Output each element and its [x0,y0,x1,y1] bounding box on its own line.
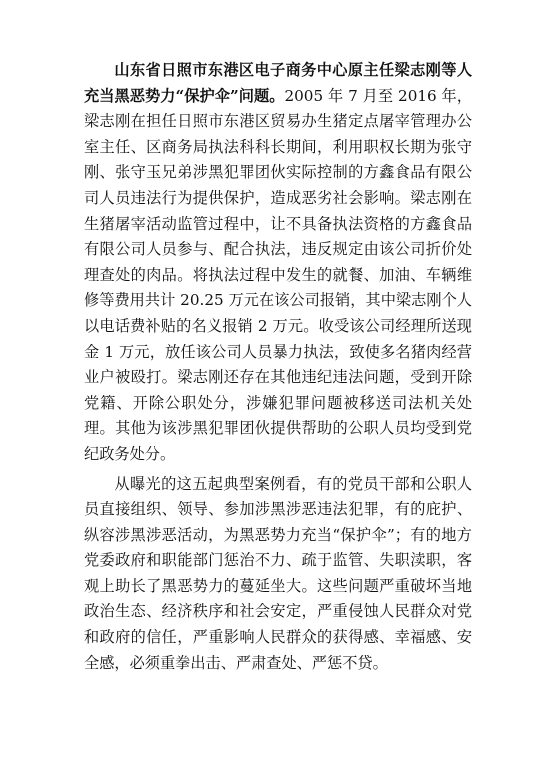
case-heading: 山东省日照市东港区电子商务中心原主任梁志刚等人充当黑恶势力“保护伞”问题。 [84,61,472,105]
summary-body: 从曝光的这五起典型案例看，有的党员干部和公职人员直接组织、领导、参加涉黑涉恶违法犯罪，有的庇护、纵容涉黑涉恶活动，为黑恶势力充当“保护伞”；有的地方党委政府和职能部门惩治不力、疏于监管、失职渎职，客观上助长了黑恶势力的蔓延坐大。这些问题严重破坏当地政治生态、经济秩序和社会安定，严重侵蚀人民群众对党和政府的信任，严重影响人民群众的获得感、幸福感、安全感，必须重拳出击、严肃查处、严惩不贷。 [84,474,472,672]
case-body: 2005 年 7 月至 2016 年，梁志刚在担任日照市东港区贸易办生猪定点屠宰管理办公室主任、区商务局执法科科长期间，利用职权长期为张守刚、张守玉兄弟涉黑犯罪团伙实际控制的方鑫食品有限公司人员违法行为提供保护，造成恶劣社会影响。梁志刚在生猪屠宰活动监管过程中，让不具备执法资格的方鑫食品有限公司人员参与、配合执法，违反规定由该公司折价处理查处的肉品。将执法过程中发生的就餐、加油、车辆维修等费用共计 20.25 万元在该公司报销，其中梁志刚个人以电话费补贴的名义报销 2 万元。收受该公司经理所送现金 1 万元，放任该公司人员暴力执法，致使多名猪肉经营业户被殴打。梁志刚还存在其他违纪违法问题，受到开除党籍、开除公职处分，涉嫌犯罪问题被移送司法机关处理。其他为该涉黑犯罪团伙提供帮助的公职人员均受到党纪政务处分。 [84,86,472,463]
summary-paragraph [84,472,472,677]
case-paragraph [84,58,472,468]
